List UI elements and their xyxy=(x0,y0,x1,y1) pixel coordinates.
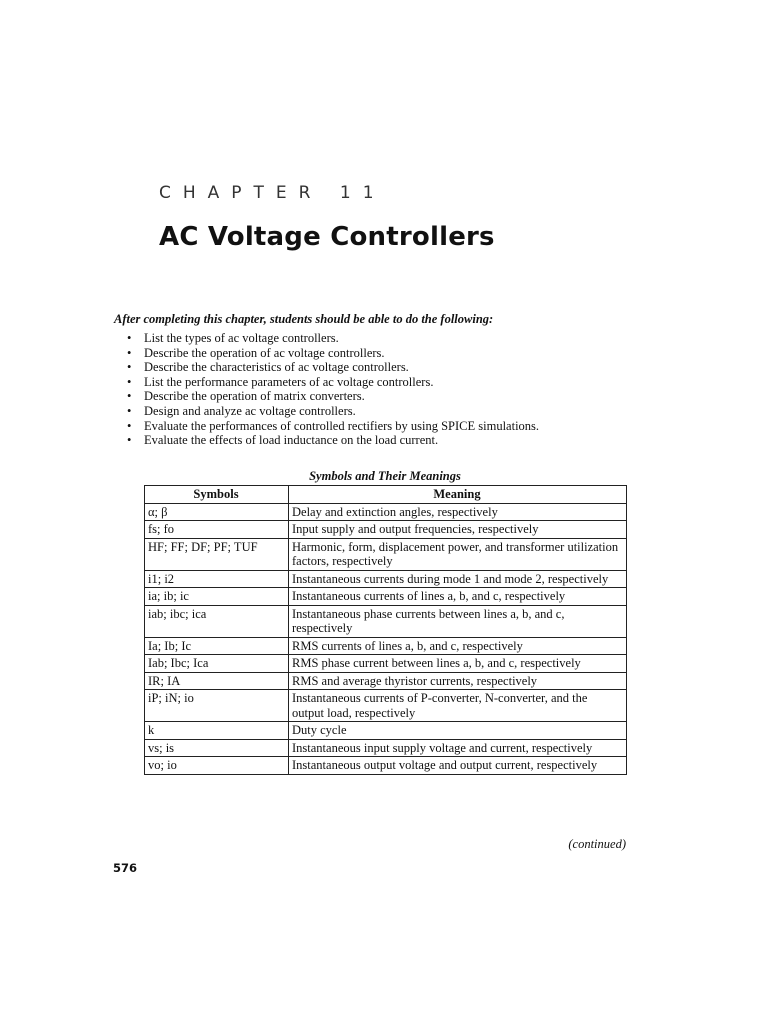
symbol-cell: vo; io xyxy=(145,757,289,775)
meaning-cell: Input supply and output frequencies, respectively xyxy=(289,521,627,539)
objective-item: • Evaluate the effects of load inductance on the load current. xyxy=(127,433,539,448)
meaning-cell: Instantaneous currents of lines a, b, and c, respectively xyxy=(289,588,627,606)
table-row xyxy=(145,757,627,775)
meaning-cell: Instantaneous phase currents between lines a, b, and c, respectively xyxy=(289,605,627,637)
objectives-heading: After completing this chapter, students should be able to do the following: xyxy=(114,312,494,326)
meaning-cell: Delay and extinction angles, respectively xyxy=(289,503,627,521)
symbols-table xyxy=(144,485,627,775)
symbol-cell: k xyxy=(145,722,289,740)
meaning-cell: Instantaneous input supply voltage and current, respectively xyxy=(289,739,627,757)
table-row xyxy=(145,538,627,570)
continued-note: (continued) xyxy=(568,837,626,851)
objective-item: • Describe the operation of ac voltage controllers. xyxy=(127,346,539,361)
symbol-cell: iP; iN; io xyxy=(145,690,289,722)
symbol-cell: ia; ib; ic xyxy=(145,588,289,606)
table-row xyxy=(145,690,627,722)
table-row xyxy=(145,588,627,606)
table-row xyxy=(145,605,627,637)
symbol-cell: iab; ibc; ica xyxy=(145,605,289,637)
table-row xyxy=(145,503,627,521)
table-caption: Symbols and Their Meanings xyxy=(309,469,461,483)
objective-item: • Design and analyze ac voltage controllers. xyxy=(127,404,539,419)
table-row xyxy=(145,570,627,588)
meaning-cell: Harmonic, form, displacement power, and transformer utilization factors, respectively xyxy=(289,538,627,570)
meaning-cell: Duty cycle xyxy=(289,722,627,740)
symbol-cell: HF; FF; DF; PF; TUF xyxy=(145,538,289,570)
objective-item: • List the performance parameters of ac voltage controllers. xyxy=(127,375,539,390)
page-number: 576 xyxy=(113,861,138,875)
header-symbols: Symbols xyxy=(145,486,289,504)
table-row xyxy=(145,637,627,655)
objective-item: • Evaluate the performances of controlled rectifiers by using SPICE simulations. xyxy=(127,419,539,434)
symbol-cell: IR; IA xyxy=(145,672,289,690)
symbol-cell: vs; is xyxy=(145,739,289,757)
meaning-cell: RMS phase current between lines a, b, and c, respectively xyxy=(289,655,627,673)
meaning-cell: RMS and average thyristor currents, respectively xyxy=(289,672,627,690)
objectives-list xyxy=(127,331,539,448)
table-header-row xyxy=(145,486,627,504)
meaning-cell: RMS currents of lines a, b, and c, respectively xyxy=(289,637,627,655)
symbol-cell: Iab; Ibc; Ica xyxy=(145,655,289,673)
chapter-title: AC Voltage Controllers xyxy=(159,222,495,252)
objective-item: • Describe the characteristics of ac voltage controllers. xyxy=(127,360,539,375)
symbol-cell: fs; fo xyxy=(145,521,289,539)
table-row xyxy=(145,722,627,740)
meaning-cell: Instantaneous output voltage and output current, respectively xyxy=(289,757,627,775)
table-row xyxy=(145,655,627,673)
header-meaning: Meaning xyxy=(289,486,627,504)
objective-item: • List the types of ac voltage controllers. xyxy=(127,331,539,346)
meaning-cell: Instantaneous currents of P-converter, N-converter, and the output load, respectively xyxy=(289,690,627,722)
meaning-cell: Instantaneous currents during mode 1 and mode 2, respectively xyxy=(289,570,627,588)
table-row xyxy=(145,521,627,539)
symbol-cell: α; β xyxy=(145,503,289,521)
table-body xyxy=(145,503,627,774)
symbol-cell: Ia; Ib; Ic xyxy=(145,637,289,655)
chapter-label: CHAPTER 11 xyxy=(159,183,386,203)
table-row xyxy=(145,672,627,690)
symbol-cell: i1; i2 xyxy=(145,570,289,588)
objective-item: • Describe the operation of matrix converters. xyxy=(127,389,539,404)
table-row xyxy=(145,739,627,757)
